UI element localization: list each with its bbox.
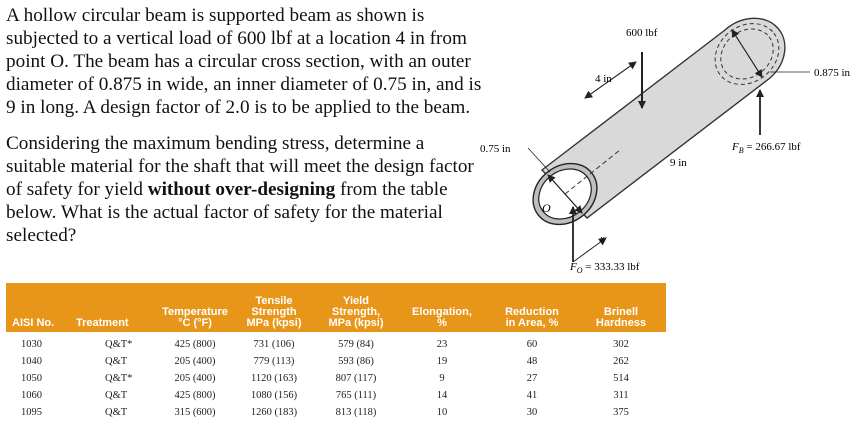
cell-temperature: 315 (600)	[174, 407, 216, 418]
cell-temperature: 425 (800)	[174, 339, 216, 350]
cell-yield: 807 (117)	[335, 373, 377, 384]
cell-elongation: 23	[436, 339, 448, 350]
header-yield: Yield Strength, MPa (kpsi)	[316, 283, 396, 332]
question-text-start: Considering the maximum bending stress, determine a suitable material for the shaft that will meet the design factor of safety for yield	[6, 133, 474, 200]
cell-temperature: 205 (400)	[174, 356, 216, 367]
cell-brinell: 375	[613, 407, 629, 418]
reaction-o-label: $F_O = 333.33$ lbf	[570, 261, 640, 275]
question-text-end: from the table below. What is the actual factor of safety for the material selected?	[6, 179, 448, 246]
cell-reduction: 30	[526, 407, 538, 418]
header-elongation: Elongation, %	[396, 283, 488, 332]
cell-brinell: 514	[613, 373, 629, 384]
cell-temperature: 205 (400)	[174, 373, 216, 384]
question-emphasis: without over-designing	[147, 179, 336, 200]
header-treatment: Treatment	[70, 283, 158, 332]
cell-elongation: 9	[439, 373, 445, 384]
cell-elongation: 19	[436, 356, 448, 367]
table-row	[6, 404, 666, 421]
cell-aisi: 1095	[21, 407, 42, 418]
table-row	[6, 353, 666, 370]
beam-diagram	[470, 0, 866, 282]
cell-tensile: 731 (106)	[253, 339, 295, 350]
cell-brinell: 311	[613, 390, 629, 401]
table-row	[6, 370, 666, 387]
inner-diameter-leader	[528, 148, 550, 172]
cell-aisi: 1040	[21, 356, 42, 367]
cell-treatment: Q&T	[105, 356, 128, 367]
load-distance-label: 4 in	[595, 73, 612, 85]
cell-tensile: 1260 (183)	[250, 407, 298, 418]
x-axis-label: x	[600, 234, 605, 245]
cell-yield: 765 (111)	[335, 390, 377, 401]
header-aisi: AISI No.	[6, 283, 70, 332]
inner-diameter-label: 0.75 in	[480, 143, 511, 155]
problem-statement	[6, 4, 486, 247]
cell-reduction: 60	[526, 339, 538, 350]
material-table-container	[6, 283, 666, 430]
load-label: 600 lbf	[626, 27, 658, 39]
cell-reduction: 41	[526, 390, 538, 401]
table-row	[6, 387, 666, 404]
cell-elongation: 14	[436, 390, 448, 401]
cell-yield: 813 (118)	[335, 407, 377, 418]
cell-brinell: 302	[613, 339, 629, 350]
cell-reduction: 48	[526, 356, 538, 367]
cell-yield: 593 (86)	[338, 356, 374, 367]
cell-tensile: 779 (113)	[253, 356, 295, 367]
material-table	[6, 283, 666, 421]
cell-temperature: 425 (800)	[174, 390, 216, 401]
point-o-label: O	[542, 201, 551, 215]
cell-treatment: Q&T*	[105, 373, 133, 384]
outer-diameter-label: 0.875 in	[814, 67, 851, 79]
table-header-row	[6, 283, 666, 332]
header-temperature: Temperature °C (°F)	[158, 283, 232, 332]
reaction-b-label: $F_B = 266.67$ lbf	[732, 141, 801, 155]
beam-figure	[470, 0, 866, 282]
cell-treatment: Q&T	[105, 407, 128, 418]
header-reduction: Reduction in Area, %	[488, 283, 576, 332]
header-brinell: Brinell Hardness	[576, 283, 666, 332]
cell-brinell: 262	[613, 356, 629, 367]
cell-tensile: 1080 (156)	[250, 390, 298, 401]
cell-yield: 579 (84)	[338, 339, 374, 350]
length-label: 9 in	[670, 157, 687, 169]
cell-aisi: 1060	[21, 390, 42, 401]
problem-paragraph-2	[6, 132, 486, 247]
header-tensile: Tensile Strength MPa (kpsi)	[232, 283, 316, 332]
cell-reduction: 27	[526, 373, 538, 384]
table-row	[6, 332, 666, 353]
cell-aisi: 1050	[21, 373, 42, 384]
cell-elongation: 10	[436, 407, 448, 418]
cell-aisi: 1030	[21, 339, 42, 350]
cell-treatment: Q&T	[105, 390, 128, 401]
cell-tensile: 1120 (163)	[251, 373, 297, 384]
problem-paragraph-1: A hollow circular beam is supported beam as shown is subjected to a vertical load of 600 lbf at a location 4 in from point O. The beam has a circular cross section, with an outer diameter of 0.875 in wide, an inner diameter of 0.75 in, and is 9 in long. A design factor of 2.0 is to be applied to the beam.	[6, 5, 482, 118]
cell-treatment: Q&T*	[105, 339, 133, 350]
